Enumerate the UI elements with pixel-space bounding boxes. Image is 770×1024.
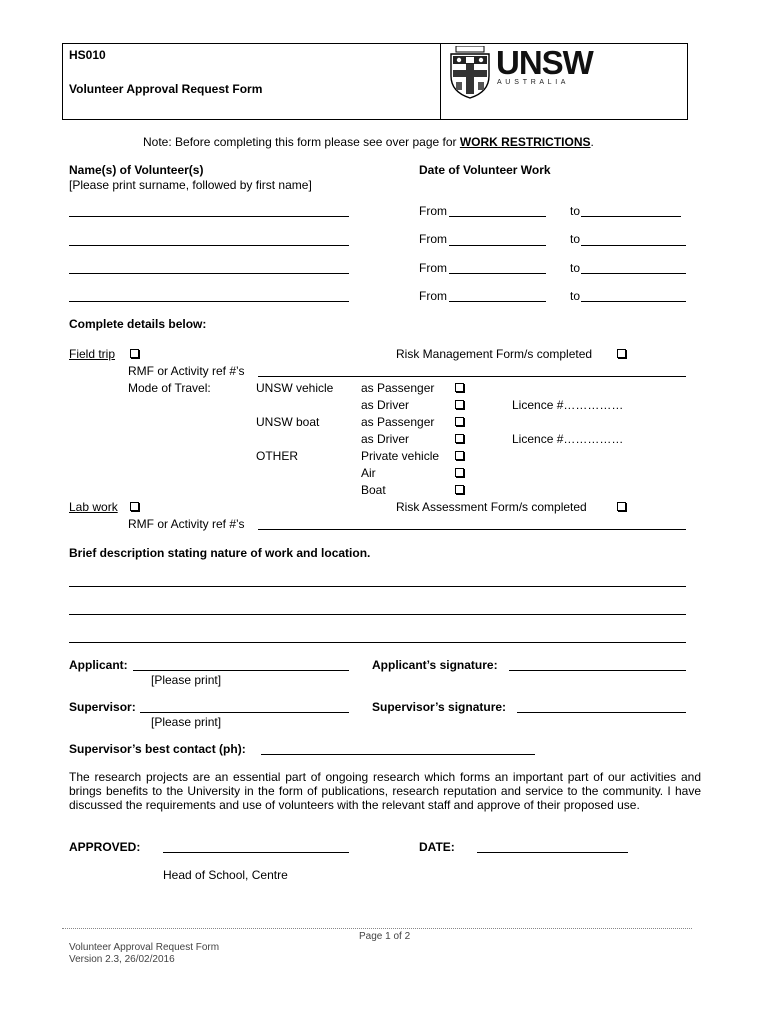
description-line-3[interactable] <box>69 642 686 643</box>
from-label: From <box>419 289 447 303</box>
approval-date-field[interactable] <box>477 852 628 853</box>
private-vehicle-label: Private vehicle <box>361 449 440 463</box>
note-prefix: Note: Before completing this form please see over page for <box>143 135 460 149</box>
risk-assessment-checkbox[interactable] <box>617 502 626 511</box>
rmf-field-lab-work[interactable] <box>258 529 686 530</box>
rmf-label: RMF or Activity ref #’s <box>128 517 245 531</box>
to-label: to <box>570 232 581 246</box>
volunteer-name-field-3[interactable] <box>69 273 349 274</box>
approved-signature-field[interactable] <box>163 852 349 853</box>
risk-management-checkbox[interactable] <box>617 349 626 358</box>
boat-checkbox[interactable] <box>455 485 464 494</box>
header-divider <box>440 44 441 119</box>
risk-management-label: Risk Management Form/s completed <box>396 347 593 361</box>
rmf-field-field-trip[interactable] <box>258 376 686 377</box>
note-suffix: . <box>590 135 594 149</box>
applicant-name-field[interactable] <box>133 670 349 671</box>
to-label: to <box>570 261 581 275</box>
footer-divider <box>62 928 692 929</box>
from-date-field-1[interactable] <box>449 216 546 217</box>
from-label: From <box>419 204 447 218</box>
date-heading: Date of Volunteer Work <box>419 163 551 177</box>
unsw-logo <box>448 46 618 100</box>
vehicle-licence-field[interactable]: Licence #…………… <box>512 398 624 412</box>
description-line-2[interactable] <box>69 614 686 615</box>
field-trip-checkbox[interactable] <box>130 349 139 358</box>
note-line <box>143 135 594 149</box>
unsw-vehicle-label: UNSW vehicle <box>256 381 334 395</box>
from-date-field-4[interactable] <box>449 301 546 302</box>
to-label: to <box>570 289 581 303</box>
supervisor-contact-field[interactable] <box>261 754 535 755</box>
applicant-label: Applicant: <box>69 658 128 672</box>
boat-passenger-checkbox[interactable] <box>455 417 464 426</box>
please-print-note: [Please print] <box>151 715 222 729</box>
from-date-field-2[interactable] <box>449 245 546 246</box>
volunteer-name-field-1[interactable] <box>69 216 349 217</box>
field-trip-label: Field trip <box>69 347 116 361</box>
to-date-field-4[interactable] <box>581 301 686 302</box>
vehicle-driver-label: as Driver <box>361 398 410 412</box>
work-restrictions-link[interactable]: WORK RESTRICTIONS <box>459 135 591 149</box>
from-label: From <box>419 261 447 275</box>
other-label: OTHER <box>256 449 298 463</box>
to-date-field-2[interactable] <box>581 245 686 246</box>
from-label: From <box>419 232 447 246</box>
applicant-signature-field[interactable] <box>509 670 686 671</box>
approval-statement: The research projects are an essential part of ongoing research which forms an important part of our activities and brings benefits to the University in the form of publications, research reputation and service to the community. I have discussed the requirements and use of volunteers with the relevant staff and approve of their proposed use. <box>69 770 701 812</box>
private-vehicle-checkbox[interactable] <box>455 451 464 460</box>
vehicle-passenger-label: as Passenger <box>361 381 435 395</box>
supervisor-label: Supervisor: <box>69 700 136 714</box>
rmf-label: RMF or Activity ref #’s <box>128 364 245 378</box>
svg-text:UNSW: UNSW <box>496 46 593 81</box>
to-date-field-1[interactable] <box>581 216 681 217</box>
supervisor-signature-field[interactable] <box>517 712 686 713</box>
to-label: to <box>570 204 581 218</box>
boat-driver-label: as Driver <box>361 432 410 446</box>
unsw-crest-icon <box>448 46 492 100</box>
date-label: DATE: <box>419 840 455 854</box>
boat-passenger-label: as Passenger <box>361 415 435 429</box>
approved-label: APPROVED: <box>69 840 141 854</box>
volunteers-heading: Name(s) of Volunteer(s) <box>69 163 204 177</box>
details-heading: Complete details below: <box>69 317 207 331</box>
lab-work-label: Lab work <box>69 500 118 514</box>
form-code: HS010 <box>69 48 106 62</box>
lab-work-checkbox[interactable] <box>130 502 139 511</box>
unsw-boat-label: UNSW boat <box>256 415 320 429</box>
volunteers-subheading: [Please print surname, followed by first name] <box>69 178 312 192</box>
head-of-school-label: Head of School, Centre <box>163 868 288 882</box>
supervisor-contact-label: Supervisor’s best contact (ph): <box>69 742 246 756</box>
air-checkbox[interactable] <box>455 468 464 477</box>
form-title: Volunteer Approval Request Form <box>69 82 263 96</box>
boat-licence-field[interactable]: Licence #…………… <box>512 432 624 446</box>
volunteer-name-field-4[interactable] <box>69 301 349 302</box>
risk-assessment-label: Risk Assessment Form/s completed <box>396 500 587 514</box>
applicant-signature-label: Applicant’s signature: <box>372 658 498 672</box>
description-line-1[interactable] <box>69 586 686 587</box>
boat-driver-checkbox[interactable] <box>455 434 464 443</box>
mode-of-travel-label: Mode of Travel: <box>128 381 211 395</box>
unsw-country: A U S T R A L I A <box>497 79 567 86</box>
to-date-field-3[interactable] <box>581 273 686 274</box>
please-print-note: [Please print] <box>151 673 222 687</box>
vehicle-driver-checkbox[interactable] <box>455 400 464 409</box>
volunteer-name-field-2[interactable] <box>69 245 349 246</box>
footer-form-name: Volunteer Approval Request Form <box>69 942 220 953</box>
boat-label: Boat <box>361 483 386 497</box>
page-number: Page 1 of 2 <box>359 931 411 942</box>
supervisor-name-field[interactable] <box>140 712 349 713</box>
air-label: Air <box>361 466 376 480</box>
supervisor-signature-label: Supervisor’s signature: <box>372 700 507 714</box>
footer-version: Version 2.3, 26/02/2016 <box>69 954 175 965</box>
vehicle-passenger-checkbox[interactable] <box>455 383 464 392</box>
description-heading: Brief description stating nature of work and location. <box>69 546 371 560</box>
from-date-field-3[interactable] <box>449 273 546 274</box>
